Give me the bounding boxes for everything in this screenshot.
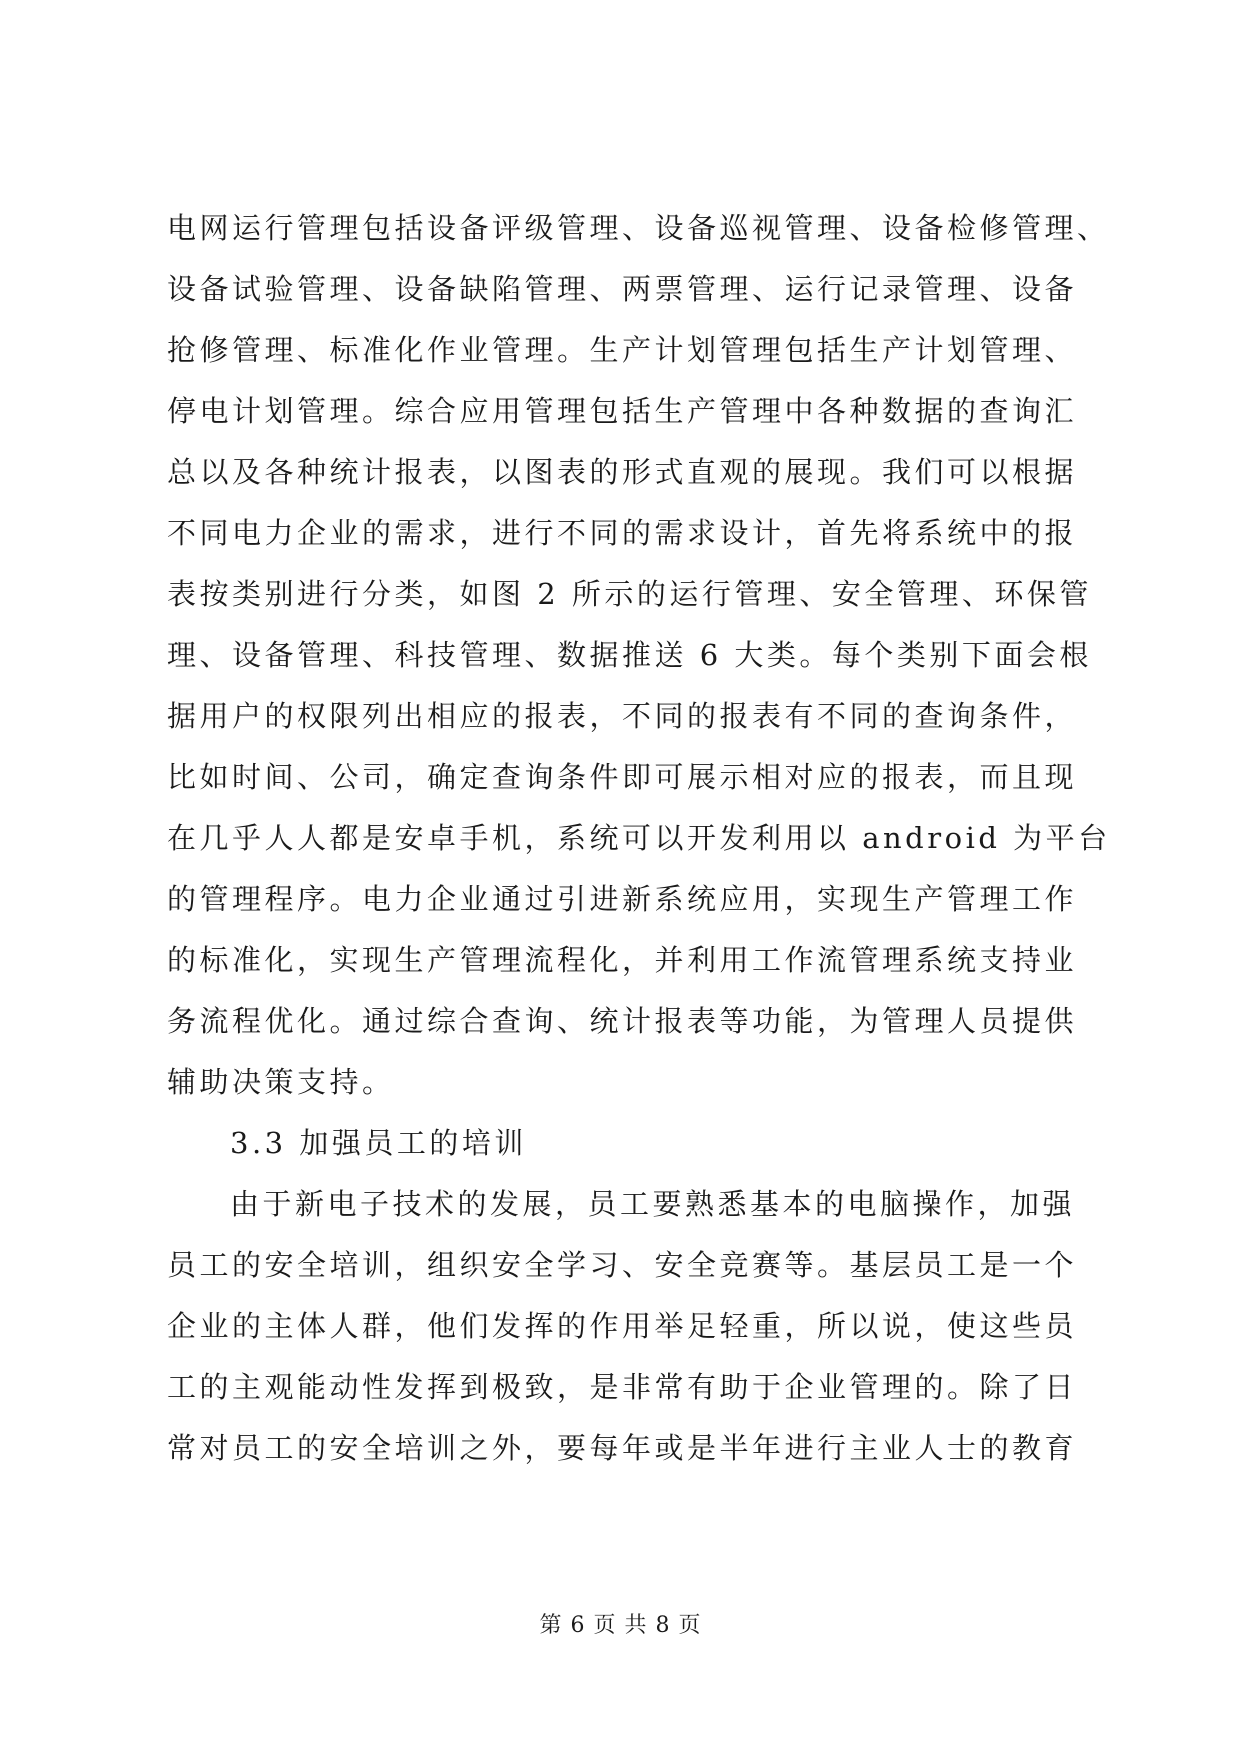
paragraph-1-line: 抢修管理、标准化作业管理。生产计划管理包括生产计划管理、 [167, 333, 1078, 367]
paragraph-1-line: 在几乎人人都是安卓手机，系统可以开发利用以 android 为平台 [167, 821, 1111, 855]
paragraph-1-line: 理、设备管理、科技管理、数据推送 6 大类。每个类别下面会根 [167, 638, 1092, 672]
paragraph-1-line: 总以及各种统计报表，以图表的形式直观的展现。我们可以根据 [167, 455, 1078, 489]
paragraph-1-line: 务流程优化。通过综合查询、统计报表等功能，为管理人员提供 [167, 1004, 1078, 1038]
paragraph-1-line: 停电计划管理。综合应用管理包括生产管理中各种数据的查询汇 [167, 394, 1078, 428]
paragraph-1-line: 不同电力企业的需求，进行不同的需求设计，首先将系统中的报 [167, 516, 1078, 550]
body-text [167, 198, 1111, 1479]
paragraph-1-line: 表按类别进行分类，如图 2 所示的运行管理、安全管理、环保管 [167, 577, 1092, 611]
paragraph-2-line: 工的主观能动性发挥到极致，是非常有助于企业管理的。除了日 [167, 1370, 1078, 1404]
paragraph-1-line: 的管理程序。电力企业通过引进新系统应用，实现生产管理工作 [167, 882, 1078, 916]
paragraph-2-line: 常对员工的安全培训之外，要每年或是半年进行主业人士的教育 [167, 1431, 1078, 1465]
paragraph-1-line: 电网运行管理包括设备评级管理、设备巡视管理、设备检修管理、 [167, 211, 1110, 245]
paragraph-1-line: 辅助决策支持。 [167, 1065, 395, 1099]
paragraph-1-line: 比如时间、公司，确定查询条件即可展示相对应的报表，而且现 [167, 760, 1078, 794]
paragraph-2-line: 员工的安全培训，组织安全学习、安全竞赛等。基层员工是一个 [167, 1248, 1078, 1282]
section-heading: 3.3 加强员工的培训 [230, 1126, 527, 1160]
paragraph-1-line: 据用户的权限列出相应的报表，不同的报表有不同的查询条件， [167, 699, 1078, 733]
paragraph-1-line: 的标准化，实现生产管理流程化，并利用工作流管理系统支持业 [167, 943, 1078, 977]
paragraph-2-line: 由于新电子技术的发展，员工要熟悉基本的电脑操作，加强 [230, 1187, 1076, 1221]
page-number-footer: 第 6 页 共 8 页 [539, 1613, 702, 1638]
paragraph-2-line: 企业的主体人群，他们发挥的作用举足轻重，所以说，使这些员 [167, 1309, 1078, 1343]
paragraph-1-line: 设备试验管理、设备缺陷管理、两票管理、运行记录管理、设备 [167, 272, 1078, 306]
